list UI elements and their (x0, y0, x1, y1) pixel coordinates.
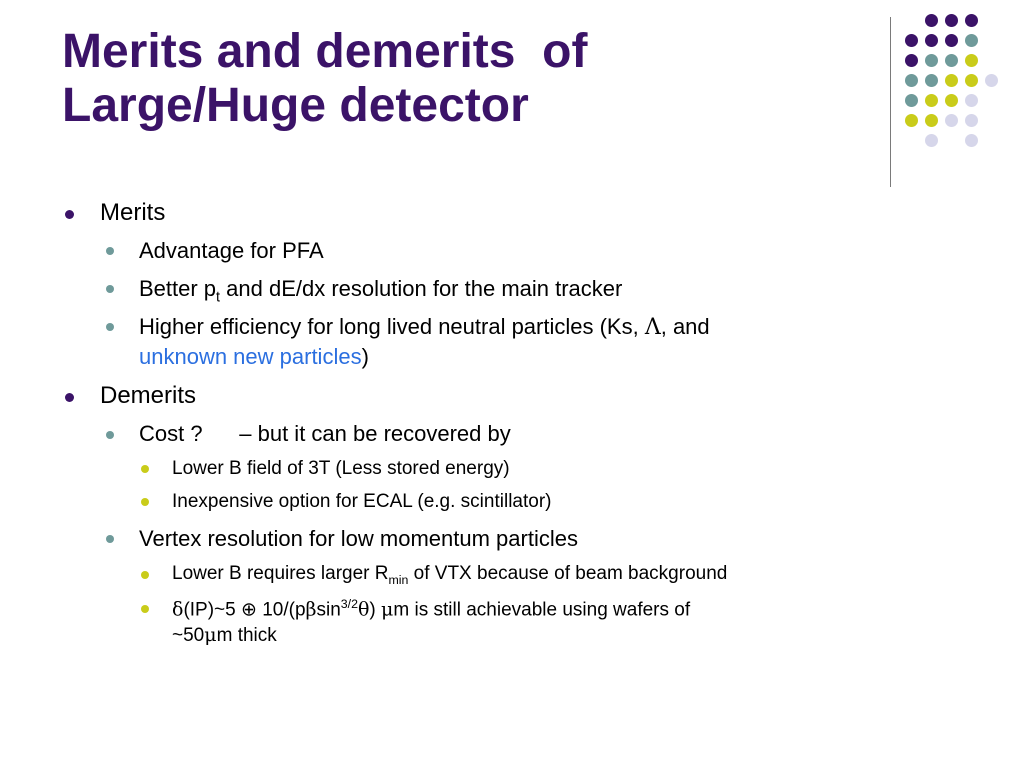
bullet-higher-efficiency (139, 314, 710, 340)
better-pre-text: Better p (139, 276, 217, 301)
lambda-symbol: Λ (644, 315, 661, 340)
mu-symbol: μ (204, 624, 217, 646)
ip-text-d: ~50 (172, 625, 205, 646)
pt-subscript: t (216, 289, 221, 306)
bullet-dot-level2 (106, 285, 114, 293)
bullet-dot-level1 (65, 393, 74, 402)
bullet-dot-level3 (141, 465, 149, 473)
lowerb2-pre-text: Lower B requires larger R (172, 563, 389, 584)
bullet-vertex-resolution: Vertex resolution for low momentum particles (139, 526, 578, 551)
ip-text-e: m thick (216, 625, 277, 646)
better-post-text: and dE/dx resolution for the main tracker (220, 276, 623, 301)
bullet-merits: Merits (100, 199, 166, 226)
bullet-advantage-pfa: Advantage for PFA (139, 238, 324, 263)
theta-symbol: θ (357, 598, 370, 621)
bullet-dot-level1 (65, 210, 74, 219)
higher-post-text: , and (660, 314, 710, 339)
bullet-lower-b-rmin (172, 563, 727, 587)
rmin-subscript: min (388, 572, 409, 587)
delta-symbol: δ (172, 598, 184, 621)
bullet-demerits: Demerits (100, 382, 197, 409)
ip-text-a: (IP)~5 ⊕ 10/(p (183, 599, 306, 621)
lowerb2-post-text: of VTX because of beam background (408, 563, 728, 584)
bullet-dot-level3 (141, 571, 149, 579)
beta-symbol: β (305, 598, 317, 621)
bullet-higher-efficiency-continued (139, 344, 369, 370)
bullet-dot-level3 (141, 498, 149, 506)
bullet-lower-b-field: Lower B field of 3T (Less stored energy) (172, 458, 510, 479)
bullet-cost: Cost ? – but it can be recovered by (139, 421, 511, 446)
bullet-better-pt (139, 276, 622, 305)
ip-text-b: ) (369, 599, 382, 621)
ip-text-c: m is still achievable using wafers of (393, 599, 691, 621)
title-line-1: Merits and demerits of (62, 25, 588, 78)
exponent-superscript: 3/2 (340, 597, 358, 611)
bullet-dot-level2 (106, 247, 114, 255)
bullet-dot-level3 (141, 605, 149, 613)
bullet-dot-level2 (106, 323, 114, 331)
unknown-new-particles-link[interactable]: unknown new particles (139, 344, 362, 369)
bullet-dot-level2 (106, 431, 114, 439)
mu-symbol: μ (381, 598, 394, 621)
bullet-inexpensive-ecal: Inexpensive option for ECAL (e.g. scintillator) (172, 491, 552, 512)
bullet-ip-resolution (172, 597, 690, 621)
bullet-ip-resolution-continued (172, 624, 277, 647)
higher-pre-text: Higher efficiency for long lived neutral particles (Ks, (139, 314, 645, 339)
sin-text: sin (316, 599, 341, 621)
title-line-2: Large/Huge detector (62, 79, 529, 132)
close-paren-text: ) (361, 344, 369, 369)
bullet-dot-level2 (106, 535, 114, 543)
